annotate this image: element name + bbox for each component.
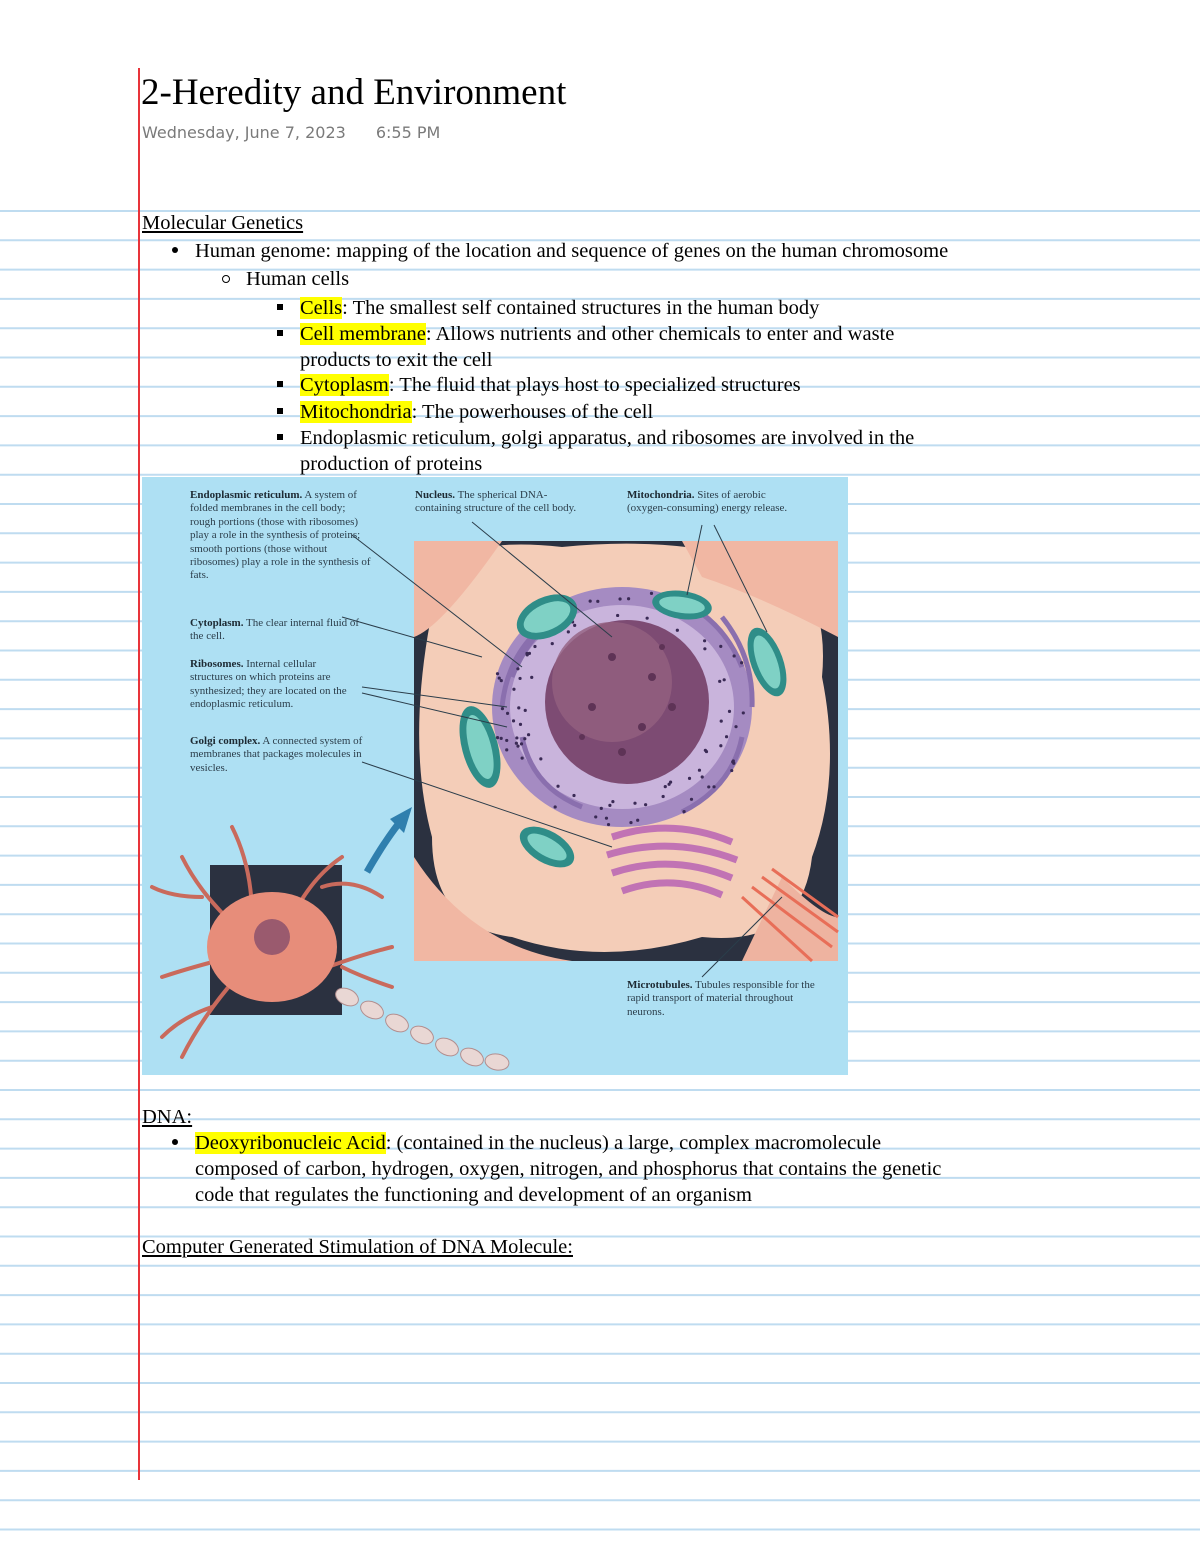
item-er-golgi-cont: production of proteins [300, 453, 483, 475]
ribosome-dot [520, 742, 523, 745]
section-heading-dna-simulation: Computer Generated Stimulation of DNA Molecule: [142, 1236, 573, 1258]
label-desc: Internal cellular structures on which proteins are synthesized; they are located on the endoplasmic reticulum. [190, 658, 347, 711]
margin-line [138, 68, 140, 1480]
bullet-square [277, 434, 283, 440]
ribosome-dot [742, 711, 745, 714]
ribosome-dot [567, 630, 570, 633]
ribosome-dot [521, 756, 524, 759]
ribosome-dot [517, 706, 520, 709]
bullet-dot [172, 1139, 178, 1145]
section-heading-molecular-genetics: Molecular Genetics [142, 212, 304, 234]
ribosome-dot [515, 742, 518, 745]
item-text: : The fluid that plays host to specialized structures [388, 374, 801, 396]
item-cells [300, 295, 819, 321]
highlight-term: Mitochondria [300, 401, 412, 423]
ribosome-dot [690, 798, 693, 801]
item-mitochondria [300, 399, 653, 425]
ribosome-dot [596, 600, 599, 603]
label-ribosomes [190, 658, 352, 712]
label-name: Golgi complex. [190, 735, 261, 747]
sub-bullet-human-cells: Human cells [246, 268, 350, 290]
item-cytoplasm [300, 372, 801, 398]
page-time: 6:55 PM [375, 123, 441, 142]
ribosome-dot [712, 785, 715, 788]
bullet-dot [172, 247, 178, 253]
ribosome-dot [719, 645, 722, 648]
dna-definition-line3: code that regulates the functioning and development of an organism [195, 1184, 752, 1206]
ribosome-dot [551, 642, 554, 645]
ribosome-dot [589, 600, 592, 603]
ribosome-dot [496, 736, 499, 739]
page-title: 2-Heredity and Environment [141, 72, 567, 113]
dna-definition-line2: composed of carbon, hydrogen, oxygen, nitrogen, and phosphorus that contains the genetic [195, 1158, 942, 1180]
ribosome-dot [662, 795, 665, 798]
label-nucleus [415, 489, 585, 516]
label-desc: Sites of aerobic (oxygen-consuming) energy release. [627, 489, 788, 515]
item-cell-membrane-cont: products to exit the cell [300, 349, 493, 371]
highlight-term: Cells [300, 297, 343, 319]
ribosome-dot [608, 804, 611, 807]
ribosome-dot [505, 739, 508, 742]
ribosome-dot [515, 736, 518, 739]
item-text: : The smallest self contained structures in the human body [342, 297, 820, 319]
ribosome-dot [496, 672, 499, 675]
ribosome-dot [646, 617, 649, 620]
ribosome-dot [664, 785, 667, 788]
ribosome-dot [703, 647, 706, 650]
ribosome-dot [698, 769, 701, 772]
ribosome-dot [607, 823, 610, 826]
ribosome-dot [505, 748, 508, 751]
ribosome-dot [501, 707, 504, 710]
label-desc: The clear internal fluid of the cell. [190, 617, 360, 643]
section-heading-dna: DNA: [142, 1106, 193, 1128]
ribosome-dot [539, 757, 542, 760]
ribosome-dot [605, 817, 608, 820]
label-golgi-complex [190, 735, 370, 775]
ribosome-dot [644, 803, 647, 806]
ribosome-dot [530, 676, 533, 679]
bullet-square [277, 381, 283, 387]
page-datetime [142, 123, 440, 142]
highlight-term: Cytoplasm [300, 374, 389, 396]
ribosome-dot [636, 819, 639, 822]
label-name: Microtubules. [627, 979, 693, 991]
neuron-axon [333, 985, 510, 1072]
item-text: : Allows nutrients and other chemicals to enter and waste [425, 323, 895, 345]
ribosome-dot [732, 759, 735, 762]
ribosome-dot [519, 723, 522, 726]
dna-definition [195, 1130, 881, 1156]
label-desc: A system of folded membranes in the cell body; rough portions (those with ribosomes) play a role in the synthesis of proteins; smooth portions (those without ribosomes) play a role in the synthesis of fats. [190, 489, 371, 582]
ribosome-dot [506, 712, 509, 715]
ribosome-dot [523, 737, 526, 740]
label-cytoplasm [190, 617, 362, 644]
ribosome-dot [524, 709, 527, 712]
ribosome-dot [500, 737, 503, 740]
label-name: Endoplasmic reticulum. [190, 489, 303, 501]
label-name: Ribosomes. [190, 658, 244, 670]
ribosome-dot [512, 688, 515, 691]
ribosome-dot [629, 821, 632, 824]
label-desc: The spherical DNA-containing structure of the cell body. [415, 489, 577, 515]
ribosome-dot [669, 781, 672, 784]
ribosome-dot [572, 794, 575, 797]
ribosome-dot [740, 661, 743, 664]
bullet-circle [222, 275, 230, 283]
ribosome-dot [633, 802, 636, 805]
bullet-human-genome: Human genome: mapping of the location and sequence of genes on the human chromosome [195, 240, 949, 262]
ribosome-dot [518, 677, 521, 680]
ribosome-dot [525, 652, 528, 655]
label-name: Cytoplasm. [190, 617, 244, 629]
ribosome-dot [512, 719, 515, 722]
label-desc: Tubules responsible for the rapid transport of material throughout neurons. [627, 979, 815, 1018]
ribosome-dot [556, 785, 559, 788]
label-microtubules [627, 979, 827, 1019]
ribosome-dot [650, 592, 653, 595]
bullet-square [277, 408, 283, 414]
label-endoplasmic-reticulum [190, 489, 372, 583]
ribosome-dot [707, 785, 710, 788]
ribosome-dot [533, 645, 536, 648]
ribosome-dot [705, 750, 708, 753]
ribosome-dot [616, 614, 619, 617]
label-mitochondria [627, 489, 805, 516]
ribosome-dot [516, 744, 519, 747]
ribosome-dot [516, 667, 519, 670]
bullet-square [277, 330, 283, 336]
ribosome-dot [676, 629, 679, 632]
ribosome-dot [594, 815, 597, 818]
item-er-golgi: Endoplasmic reticulum, golgi apparatus, and ribosomes are involved in the [300, 427, 915, 449]
ribosome-dot [719, 744, 722, 747]
ribosome-dot [498, 676, 501, 679]
ribosome-dot [627, 597, 630, 600]
ribosome-dot [500, 679, 503, 682]
page-date: Wednesday, June 7, 2023 [142, 123, 346, 142]
ribosome-dot [730, 769, 733, 772]
ribosome-dot [611, 800, 614, 803]
item-text: : (contained in the nucleus) a large, complex macromolecule [385, 1132, 882, 1154]
ribosome-dot [600, 807, 603, 810]
ribosome-dot [725, 735, 728, 738]
ribosome-dot [701, 775, 704, 778]
ribosome-dot [618, 597, 621, 600]
ribosome-dot [718, 680, 721, 683]
bullet-square [277, 304, 283, 310]
label-desc: A connected system of membranes that packages molecules in vesicles. [190, 735, 363, 774]
ribosome-dot [728, 710, 731, 713]
highlight-term: Cell membrane [300, 323, 426, 345]
ribosome-dot [723, 678, 726, 681]
highlight-term: Deoxyribonucleic Acid [195, 1132, 386, 1154]
ribosome-dot [527, 733, 530, 736]
label-name: Nucleus. [415, 489, 456, 501]
ribosome-dot [688, 777, 691, 780]
ribosome-dot [683, 810, 686, 813]
ribosome-dot [573, 624, 576, 627]
cell-diagram-image [142, 477, 848, 1075]
ribosome-dot [734, 725, 737, 728]
item-text: : The powerhouses of the cell [411, 401, 654, 423]
item-cell-membrane [300, 321, 894, 347]
ribosome-dot [720, 720, 723, 723]
neuron-nucleus [254, 919, 290, 955]
label-name: Mitochondria. [627, 489, 695, 501]
ribosome-dot [733, 654, 736, 657]
ribosome-dot [703, 639, 706, 642]
ribosome-dot [554, 805, 557, 808]
